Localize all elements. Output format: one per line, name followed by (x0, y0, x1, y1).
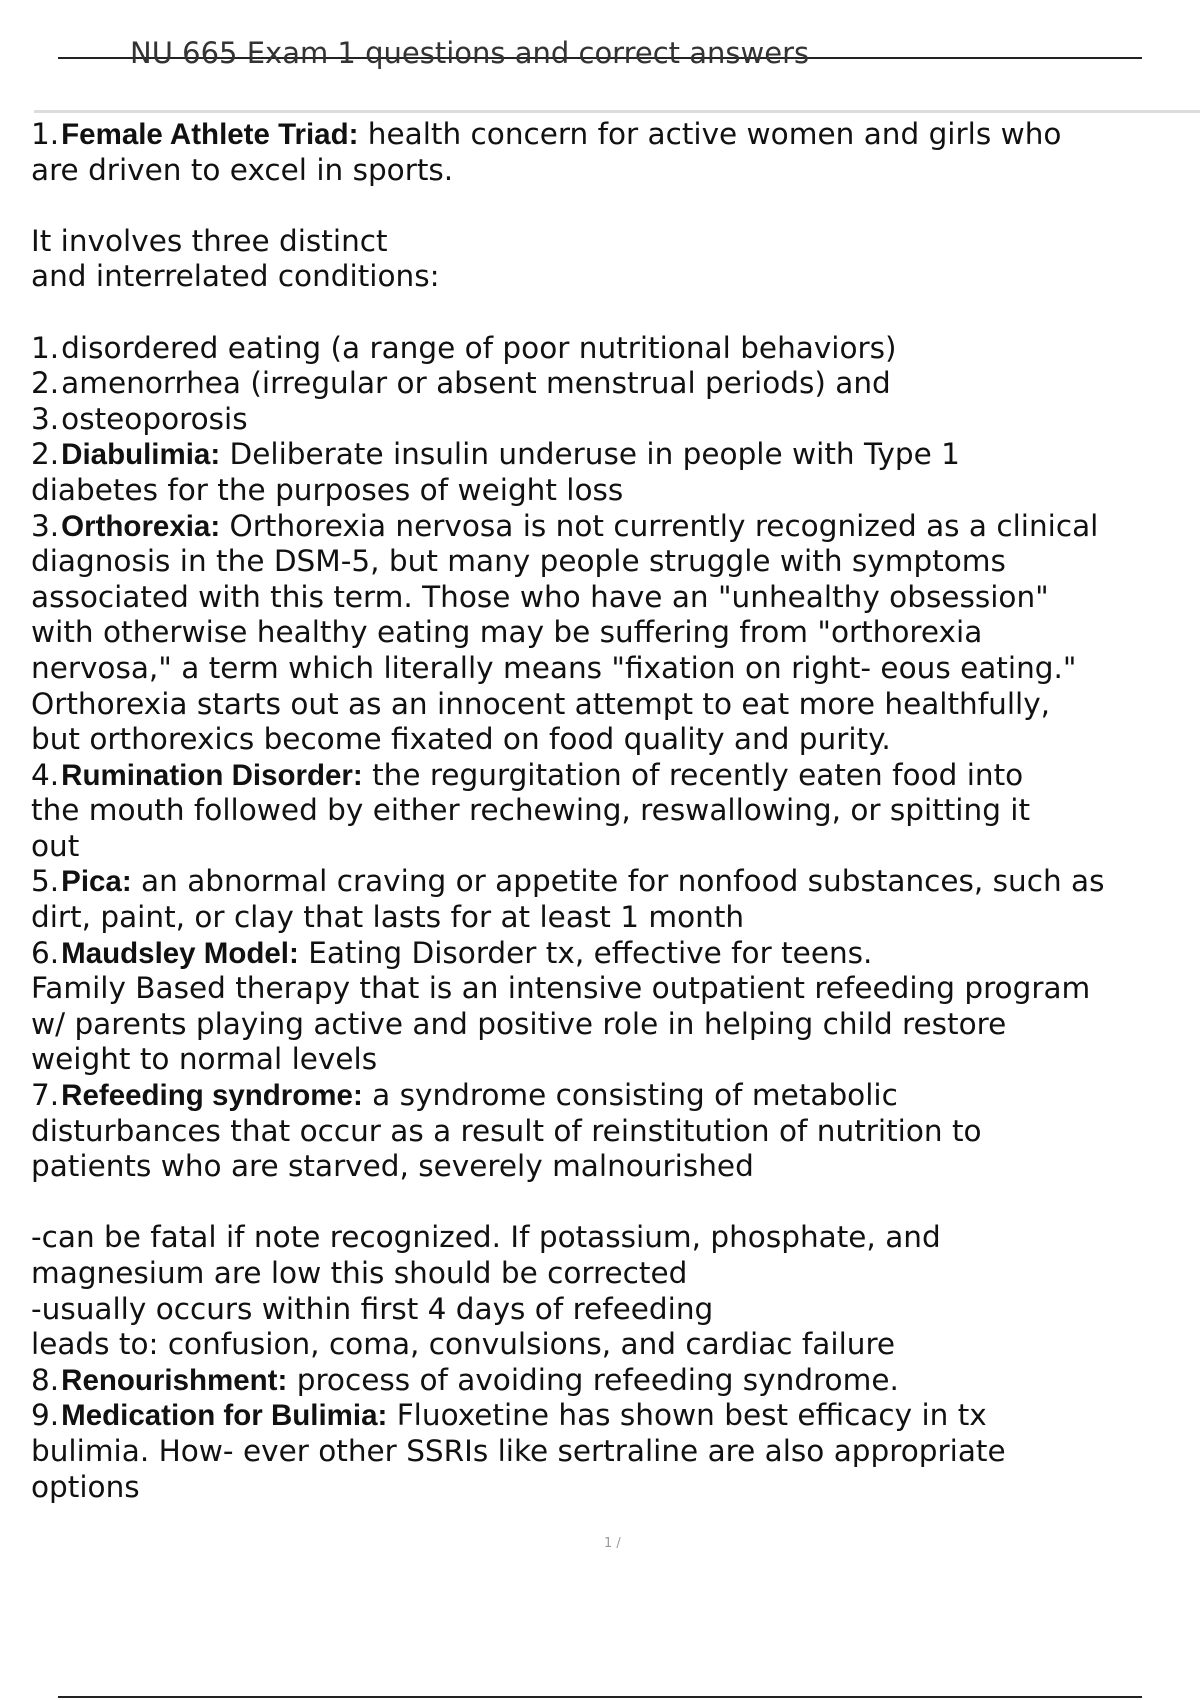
sub-item-text: osteoporosis (61, 401, 248, 436)
title-row (58, 32, 1142, 72)
qa-item-8 (31, 1363, 1196, 1399)
item-text-line: and interrelated conditions: (31, 259, 440, 294)
sub-item-text: disordered eating (a range of poor nutritional behaviors) (61, 330, 897, 365)
item-text-line: associated with this term. Those who have an "unhealthy obsession" (31, 579, 1049, 614)
item-term: Maudsley Model: (61, 936, 299, 970)
item-term: Female Athlete Triad: (61, 118, 359, 151)
item-term: Medication for Bulimia: (61, 1399, 388, 1433)
header-divider (34, 110, 1200, 113)
item-number: 4. (31, 757, 60, 792)
item-text-line: -can be fatal if note recognized. If potassium, phosphate, and (31, 1220, 941, 1255)
sub-item-number: 3. (31, 401, 60, 436)
page-number: 1 / (604, 1536, 621, 1551)
item-text: health concern for active women and girls who (358, 117, 1062, 151)
qa-item-7 (31, 1078, 1196, 1114)
item-text-line: options (31, 1469, 140, 1504)
item-text: an abnormal craving or appetite for nonfood substances, such as (131, 864, 1105, 899)
item-number: 7. (31, 1078, 60, 1113)
qa-item-6 (31, 936, 1196, 972)
sub-item-number: 2. (31, 366, 60, 401)
item-text: Eating Disorder tx, effective for teens. (298, 935, 873, 970)
qa-item-4 (31, 758, 1196, 794)
qa-list (31, 117, 1196, 1505)
item-text-line: but orthorexics become fixated on food quality and purity. (31, 722, 891, 757)
sub-item-text: amenorrhea (irregular or absent menstrual periods) and (61, 366, 891, 401)
item-text-line: dirt, paint, or clay that lasts for at least 1 month (31, 900, 745, 935)
item-term: Refeeding syndrome: (61, 1079, 363, 1113)
item-number: 9. (31, 1398, 60, 1433)
item-text: Orthorexia nervosa is not currently recognized as a clinical (220, 508, 1099, 543)
qa-item-9 (31, 1398, 1196, 1434)
item-text-line: are driven to excel in sports. (31, 152, 454, 187)
item-term: Pica: (61, 865, 132, 899)
item-text: a syndrome consisting of metabolic (362, 1078, 898, 1113)
blank-line (31, 295, 1196, 331)
item-term: Diabulimia: (61, 438, 221, 472)
item-text-line: the mouth followed by either rechewing, reswallowing, or spitting it (31, 793, 1031, 828)
item-text-line: disturbances that occur as a result of reinstitution of nutrition to (31, 1113, 982, 1148)
item-number: 6. (31, 935, 60, 970)
item-text-line: w/ parents playing active and positive role in helping child restore (31, 1006, 1007, 1041)
item-text: Fluoxetine has shown best efficacy in tx (387, 1398, 987, 1433)
item-number: 5. (31, 864, 60, 899)
item-text-line: Orthorexia starts out as an innocent attempt to eat more healthfully, (31, 686, 1051, 721)
item-text: process of avoiding refeeding syndrome. (287, 1362, 899, 1397)
item-text: the regurgitation of recently eaten food into (362, 757, 1024, 792)
item-text-line: diagnosis in the DSM-5, but many people struggle with symptoms (31, 544, 1006, 579)
sub-item-2 (31, 366, 1196, 402)
item-number: 8. (31, 1362, 60, 1397)
item-text-line: bulimia. How- ever other SSRIs like sertraline are also appropriate (31, 1433, 1006, 1468)
item-text-line: weight to normal levels (31, 1042, 378, 1077)
item-text-line: magnesium are low this should be corrected (31, 1256, 688, 1290)
item-number: 2. (31, 437, 60, 472)
item-text-line: diabetes for the purposes of weight loss (31, 472, 624, 507)
item-term: Rumination Disorder: (61, 758, 363, 792)
sub-item-number: 1. (31, 330, 60, 365)
item-term: Orthorexia: (61, 509, 221, 543)
footer-rule (58, 1696, 1142, 1698)
item-text-line: -usually occurs within first 4 days of refeeding (31, 1291, 714, 1326)
item-text-line: out (31, 828, 80, 863)
item-term: Renourishment: (61, 1363, 288, 1397)
item-text-line: with otherwise healthy eating may be suffering from "orthorexia (31, 615, 983, 650)
item-text-line: leads to: confusion, coma, convulsions, and cardiac failure (31, 1327, 896, 1362)
item-number: 3. (31, 508, 60, 543)
qa-item-2 (31, 437, 1196, 473)
page-title: NU 665 Exam 1 questions and correct answers (130, 36, 810, 70)
item-number: 1. (31, 117, 60, 151)
sub-item-3 (31, 402, 1196, 438)
item-text-line: patients who are starved, severely malnourished (31, 1149, 754, 1184)
qa-item-1 (31, 117, 1196, 153)
item-text-line: nervosa," a term which literally means "fixation on right- eous eating." (31, 650, 1077, 685)
item-text-line: Family Based therapy that is an intensive outpatient refeeding program (31, 971, 1091, 1006)
qa-item-3 (31, 509, 1196, 545)
blank-line (31, 1185, 1196, 1221)
item-text: Deliberate insulin underuse in people with Type 1 (220, 437, 960, 472)
qa-item-5 (31, 864, 1196, 900)
sub-item-1 (31, 331, 1196, 367)
item-text-line: It involves three distinct (31, 223, 388, 258)
blank-line (31, 188, 1196, 224)
